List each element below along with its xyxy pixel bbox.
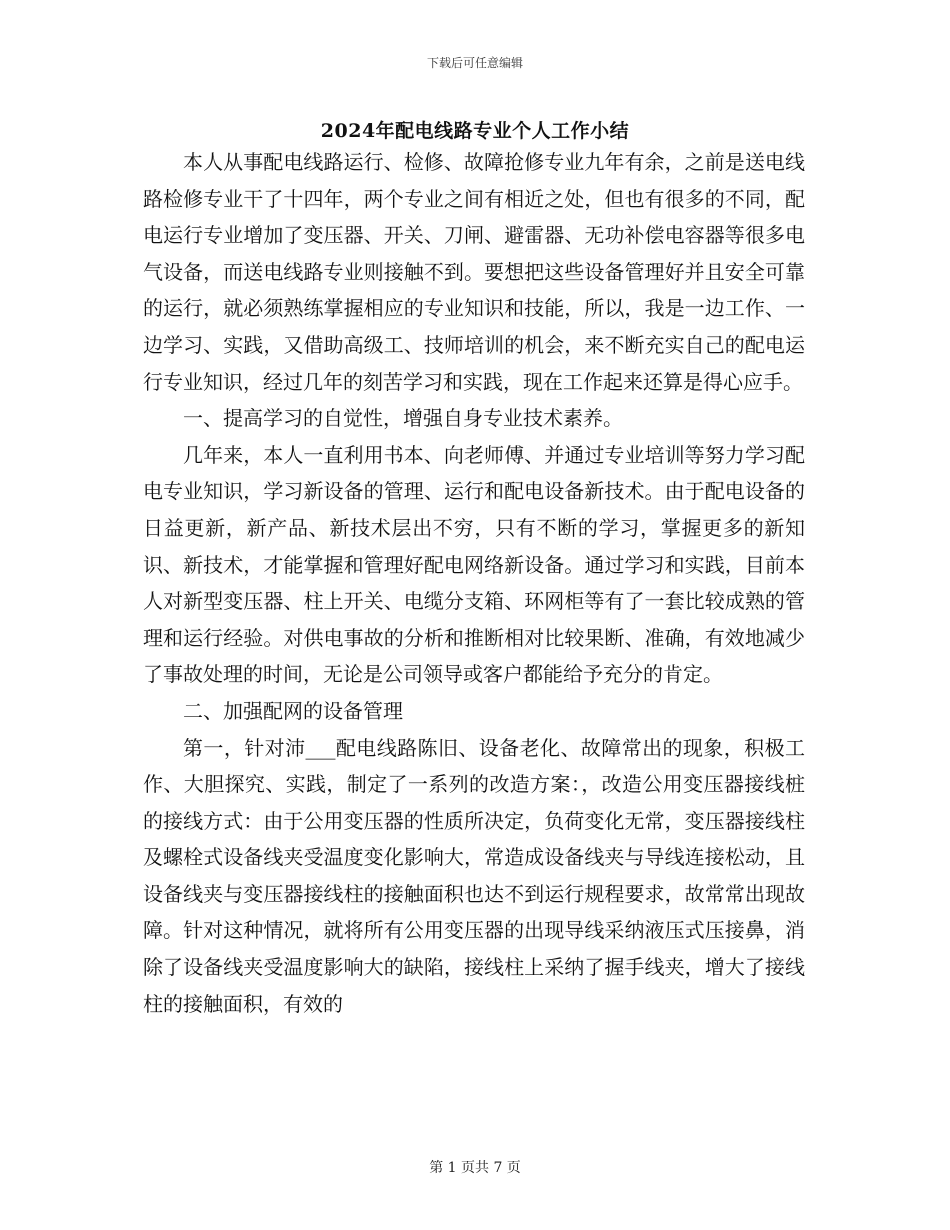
section-heading-2: 二、加强配网的设备管理 xyxy=(183,698,403,723)
paragraph-learning: 几年来，本人一直利用书本、向老师傅、并通过专业培训等努力学习配电专业知识，学习新设备的管理、运行和配电设备新技术。由于配电设备的日益更新，新产品、新技术层出不穷，只有不断的学习，掌握更多的新知识、新技术，才能掌握和管理好配电网络新设备。通过学习和实践，目前本人对新型变压器、柱上开关、电缆分支箱、环网柜等有了一套比较成熟的管理和运行经验。对供电事故的分析和推断相对比较果断、准确，有效地减少了事故处理的时间，无论是公司领导或客户都能给予充分的肯定。 xyxy=(143,442,805,687)
page-number: 第 1 页共 7 页 xyxy=(429,1160,521,1176)
paragraph-intro: 本人从事配电线路运行、检修、故障抢修专业九年有余，之前是送电线路检修专业干了十四年，两个专业之间有相近之处，但也有很多的不同，配电运行专业增加了变压器、开关、刀闸、避雷器、无功补偿电容器等很多电气设备，而送电线路专业则接触不到。要想把这些设备管理好并且安全可靠的运行，就必须熟练掌握相应的专业知识和技能，所以，我是一边工作、一边学习、实践，又借助高级工、技师培训的机会，来不断充实自己的配电运行专业知识，经过几年的刻苦学习和实践，现在工作起来还算是得心应手。 xyxy=(143,150,805,394)
paragraph-equipment: 第一，针对沛___配电线路陈旧、设备老化、故障常出的现象，积极工作、大胆探究、实践，制定了一系列的改造方案：，改造公用变压器接线桩的接线方式：由于公用变压器的性质所决定，负荷变化无常，变压器接线柱及螺栓式设备线夹受温度变化影响大，常造成设备线夹与导线连接松动，且设备线夹与变压器接线柱的接触面积也达不到运行规程要求，故常常出现故障。针对这种情况，就将所有公用变压器的出现导线采纳液压式压接鼻，消除了设备线夹受温度影响大的缺陷，接线柱上采纳了握手线夹，增大了接线柱的接触面积，有效的 xyxy=(143,735,805,1016)
document-title: 2024年配电线路专业个人工作小结 xyxy=(320,120,630,142)
header-note: 下载后可任意编辑 xyxy=(426,56,523,70)
section-heading-1: 一、提高学习的自觉性，增强自身专业技术素养。 xyxy=(183,406,623,431)
page-footer xyxy=(0,1157,950,1177)
document-body xyxy=(143,144,805,1022)
